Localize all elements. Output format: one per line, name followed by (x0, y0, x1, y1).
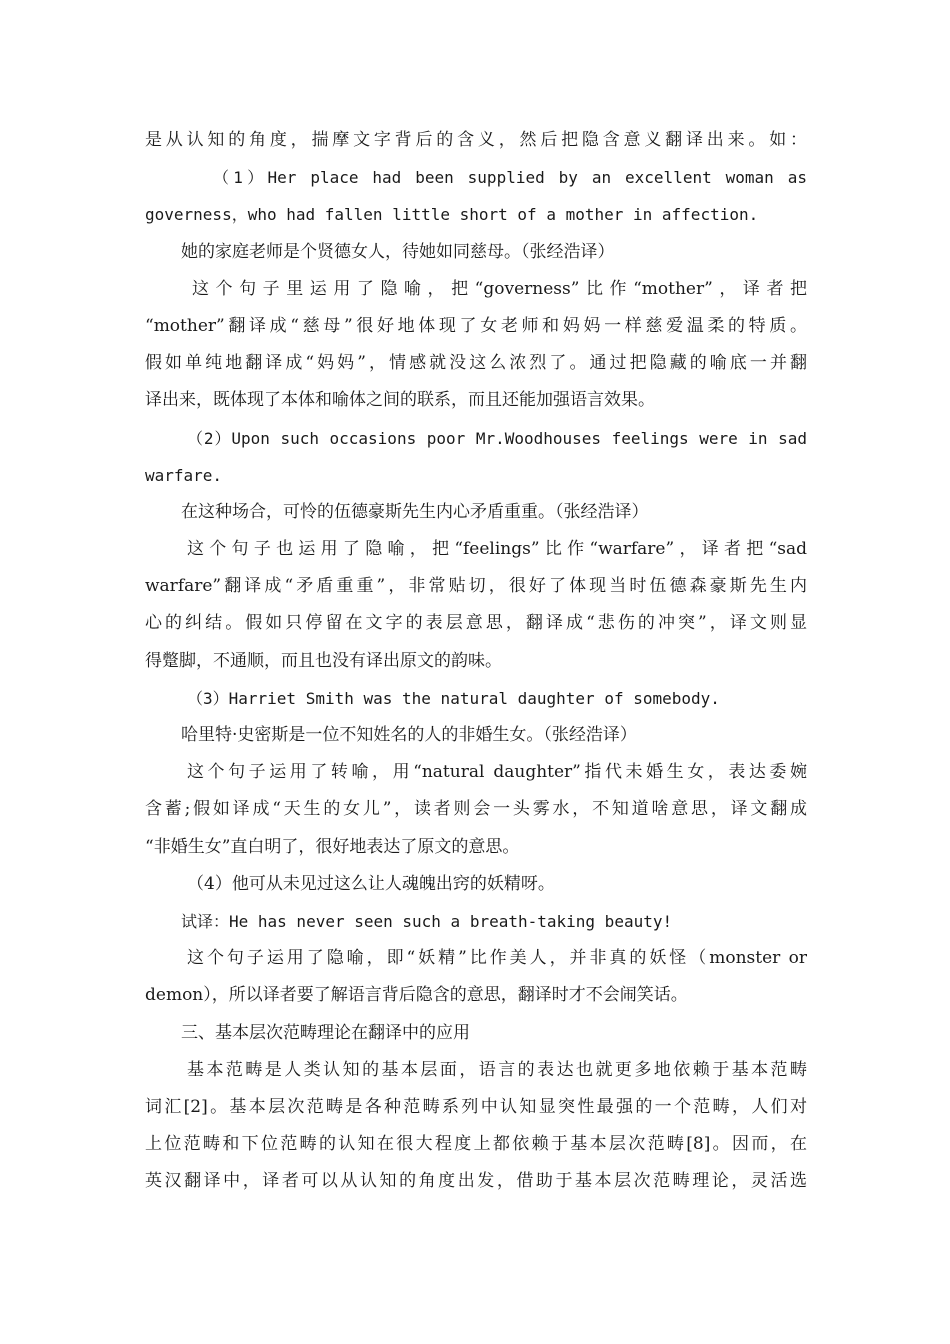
example-sentence: （1）Her place had been supplied by an excellent woman as (213, 168, 807, 188)
text-line: 这个句子里运用了隐喻，把“governess”比作“mother”，译者把 (192, 278, 807, 299)
example-sentence: （3）Harriet Smith was the natural daughter of somebody. (187, 688, 720, 708)
text-line: “非婚生女”直白明了，很好地表达了原文的意思。 (145, 836, 520, 857)
text-line: 基本范畴是人类认知的基本层面，语言的表达也就更多地依赖于基本范畴 (187, 1059, 807, 1080)
translation-line: 哈里特·史密斯是一位不知姓名的人的非婚生女。（张经浩译） (181, 725, 637, 745)
translation-line: 她的家庭老师是个贤德女人，待她如同慈母。（张经浩译） (181, 241, 615, 262)
text-line: 词汇[2]。基本层次范畴是各种范畴系列中认知显突性最强的一个范畴，人们对 (145, 1096, 807, 1117)
document-body (145, 122, 807, 1200)
text-line: 心的纠结。假如只停留在文字的表层意思，翻译成“悲伤的冲突”，译文则显 (145, 613, 807, 634)
text-line: “mother”翻译成“慈母”很好地体现了女老师和妈妈一样慈爱温柔的特质。 (145, 315, 807, 336)
text-line: 得蹩脚，不通顺，而且也没有译出原文的韵味。 (145, 650, 502, 671)
section-heading: 三、基本层次范畴理论在翻译中的应用 (181, 1022, 470, 1043)
text-line: warfare”翻译成“矛盾重重”，非常贴切，很好了体现当时伍德森豪斯先生内 (145, 576, 807, 597)
example-sentence: governess，who had fallen little short of a mother in affection. (145, 205, 759, 225)
example-sentence: （4）他可从未见过这么让人魂魄出窍的妖精呀。 (187, 873, 555, 894)
text-line: 上位范畴和下位范畴的认知在很大程度上都依赖于基本层次范畴[8]。因而，在 (145, 1134, 807, 1155)
text-line: 译出来，既体现了本体和喻体之间的联系，而且还能加强语言效果。 (145, 390, 655, 411)
text-line: 含蓄;假如译成“天生的女儿”，读者则会一头雾水，不知道啥意思，译文翻成 (145, 799, 807, 820)
text-line: 英汉翻译中，译者可以从认知的角度出发，借助于基本层次范畴理论，灵活选 (145, 1171, 807, 1192)
text-line: 这个句子运用了隐喻，即“妖精”比作美人，并非真的妖怪（monster or (187, 948, 807, 969)
translation-line: 试译：He has never seen such a breath-taking beauty! (181, 911, 673, 931)
text-line: 这个句子也运用了隐喻，把“feelings”比作“warfare”，译者把“sad (187, 539, 807, 560)
example-sentence: （2）Upon such occasions poor Mr.Woodhouses feelings were in sad (187, 428, 807, 448)
text-line: 假如单纯地翻译成“妈妈”，情感就没这么浓烈了。通过把隐藏的喻底一并翻 (145, 353, 807, 374)
text-line: 这个句子运用了转喻，用“natural daughter”指代未婚生女，表达委婉 (187, 762, 807, 783)
text-line: 是从认知的角度，揣摩文字背后的含义，然后把隐含意义翻译出来。如： (145, 130, 807, 150)
text-line: demon），所以译者要了解语言背后隐含的意思，翻译时才不会闹笑话。 (145, 985, 688, 1006)
translation-line: 在这种场合，可怜的伍德豪斯先生内心矛盾重重。（张经浩译） (181, 501, 649, 522)
example-sentence: warfare. (145, 465, 223, 485)
